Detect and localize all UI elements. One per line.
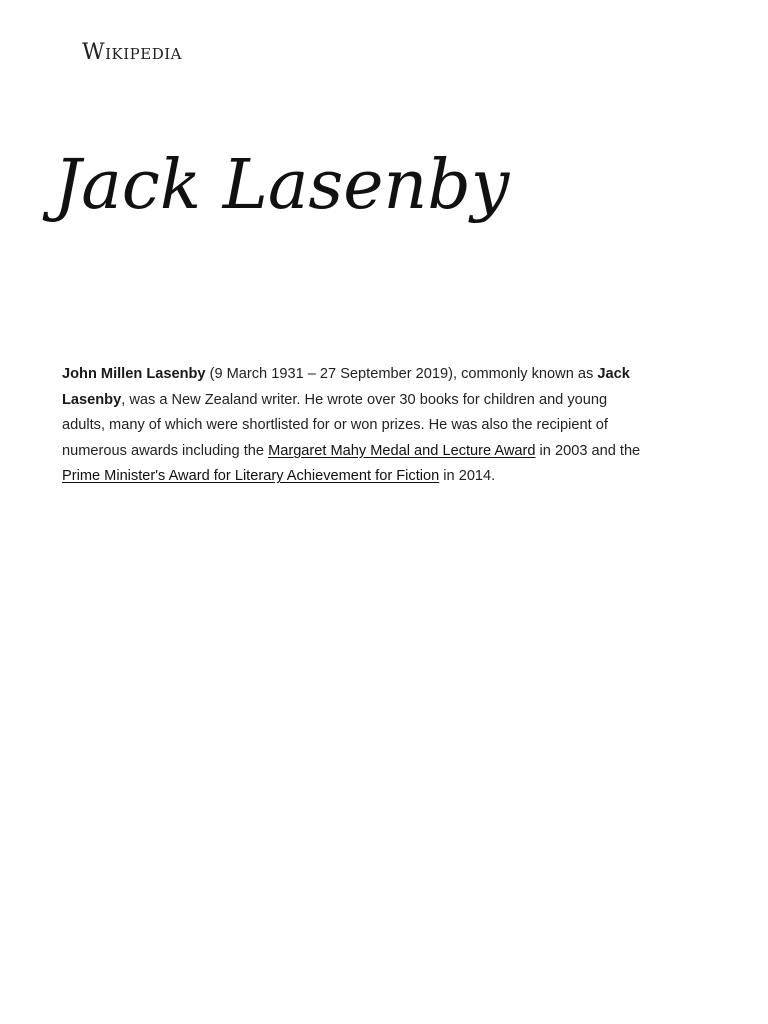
summary-text-1: (9 March 1931 – 27 September 2019), commonly known as: [205, 366, 598, 382]
summary-text-2: , was a New Zealand writer. He wrote over 30 books for children and young adults, many of which were shortlisted for or won prizes. He was also the recipient of numerous awards including the: [62, 391, 608, 459]
page-title: Jack Lasenby: [54, 146, 510, 225]
wikipedia-logo[interactable]: Wikipedia: [82, 40, 182, 65]
link-prime-ministers-award[interactable]: Prime Minister's Award for Literary Achievement for Fiction: [62, 468, 440, 485]
subject-full-name: John Millen Lasenby: [62, 366, 206, 382]
article-summary: [62, 362, 647, 490]
subject-common-name: Jack Lasenby: [62, 366, 630, 408]
summary-text-4: in 2014.: [439, 468, 496, 485]
summary-text-3: in 2003 and the: [535, 442, 641, 459]
link-margaret-mahy-medal[interactable]: Margaret Mahy Medal and Lecture Award: [268, 442, 536, 459]
